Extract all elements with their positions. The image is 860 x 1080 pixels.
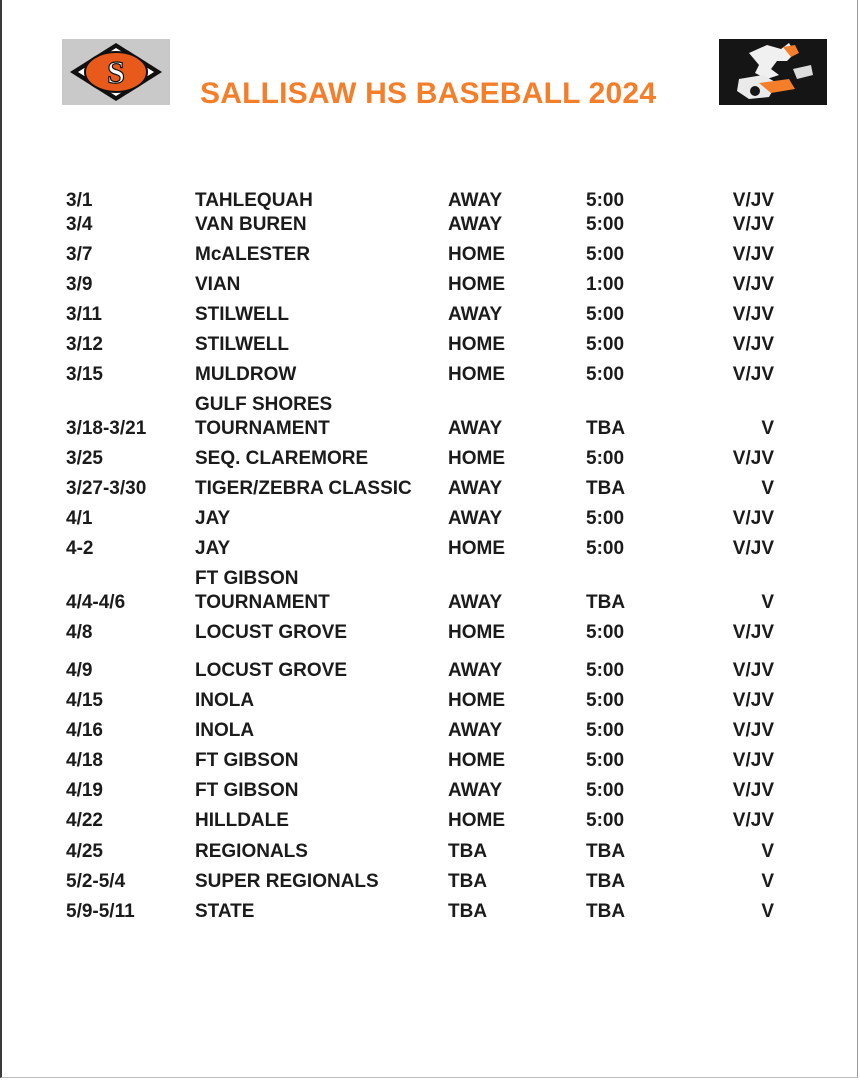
opponent: TOURNAMENT [195, 592, 330, 613]
team-level: V/JV [732, 660, 774, 681]
game-time: 5:00 [586, 690, 625, 711]
team-level: V [761, 901, 774, 922]
opponent: INOLA [195, 690, 255, 711]
table-row [0, 780, 860, 802]
opponent: McALESTER [195, 244, 311, 265]
game-time: 5:00 [586, 660, 625, 681]
game-time: 5:00 [586, 214, 625, 235]
opponent-line1: GULF SHORES [195, 394, 333, 415]
location: AWAY [448, 592, 503, 613]
opponent-line1: FT GIBSON [195, 568, 299, 589]
game-time: 5:00 [586, 622, 625, 643]
game-date: 4/18 [66, 750, 103, 771]
location: HOME [448, 274, 505, 295]
game-time: TBA [586, 592, 626, 613]
game-time: TBA [586, 418, 626, 439]
opponent: SEQ. CLAREMORE [195, 448, 369, 469]
table-row [0, 660, 860, 682]
table-row [0, 214, 860, 236]
team-level: V/JV [732, 334, 774, 355]
game-time: 5:00 [586, 244, 625, 265]
location: HOME [448, 810, 505, 831]
opponent: HILLDALE [195, 810, 289, 831]
table-row [0, 478, 860, 500]
opponent: LOCUST GROVE [195, 622, 348, 643]
table-row [0, 244, 860, 266]
game-date: 3/11 [66, 304, 102, 325]
location: HOME [448, 448, 505, 469]
game-date: 4/4-4/6 [66, 592, 126, 613]
game-date: 3/12 [66, 334, 103, 355]
game-time: TBA [586, 478, 626, 499]
table-row [0, 508, 860, 530]
team-level: V/JV [732, 508, 774, 529]
location: AWAY [448, 418, 503, 439]
game-date: 3/9 [66, 274, 93, 295]
table-row [0, 690, 860, 712]
game-date: 3/4 [66, 214, 93, 235]
game-date: 5/9-5/11 [66, 901, 135, 922]
location: AWAY [448, 720, 503, 741]
game-time: TBA [586, 841, 626, 862]
opponent: VAN BUREN [195, 214, 307, 235]
table-row [0, 750, 860, 772]
opponent: LOCUST GROVE [195, 660, 348, 681]
team-level: V [761, 841, 774, 862]
game-time: 5:00 [586, 364, 625, 385]
location: HOME [448, 364, 505, 385]
opponent: TIGER/ZEBRA CLASSIC [195, 478, 412, 499]
table-row [0, 304, 860, 326]
team-level: V/JV [732, 190, 774, 211]
game-date: 4/25 [66, 841, 103, 862]
table-row [0, 871, 860, 893]
game-time: TBA [586, 901, 626, 922]
table-row [0, 901, 860, 923]
team-level: V/JV [732, 274, 774, 295]
location: HOME [448, 244, 505, 265]
location: HOME [448, 690, 505, 711]
team-level: V [761, 871, 774, 892]
location: TBA [448, 841, 488, 862]
table-row [0, 720, 860, 742]
opponent: SUPER REGIONALS [195, 871, 379, 892]
opponent: FT GIBSON [195, 780, 299, 801]
table-row [0, 274, 860, 296]
game-date: 4-2 [66, 538, 94, 559]
opponent: FT GIBSON [195, 750, 299, 771]
team-level: V/JV [732, 750, 774, 771]
opponent: TAHLEQUAH [195, 190, 313, 211]
team-level: V/JV [732, 720, 774, 741]
team-level: V/JV [732, 304, 774, 325]
team-level: V/JV [732, 780, 774, 801]
table-row [0, 190, 860, 212]
game-date: 5/2-5/4 [66, 871, 126, 892]
game-date: 3/7 [66, 244, 93, 265]
opponent: TOURNAMENT [195, 418, 330, 439]
location: AWAY [448, 190, 503, 211]
svg-text:S: S [107, 54, 125, 90]
location: TBA [448, 901, 488, 922]
location: AWAY [448, 478, 503, 499]
team-level: V/JV [732, 448, 774, 469]
table-row [0, 592, 860, 614]
game-date: 3/25 [66, 448, 103, 469]
game-date: 4/16 [66, 720, 103, 741]
table-row [0, 334, 860, 356]
team-level: V/JV [732, 690, 774, 711]
team-level: V/JV [732, 214, 774, 235]
opponent: VIAN [195, 274, 241, 295]
team-level: V/JV [732, 622, 774, 643]
game-time: 5:00 [586, 334, 625, 355]
location: AWAY [448, 214, 503, 235]
opponent: JAY [195, 508, 231, 529]
game-date: 3/1 [66, 190, 93, 211]
table-row [0, 364, 860, 386]
game-date: 3/18-3/21 [66, 418, 147, 439]
team-level: V/JV [732, 810, 774, 831]
opponent: REGIONALS [195, 841, 308, 862]
game-time: 5:00 [586, 780, 625, 801]
team-level: V/JV [732, 364, 774, 385]
opponent: INOLA [195, 720, 255, 741]
opponent: STILWELL [195, 304, 289, 325]
game-date: 4/22 [66, 810, 103, 831]
location: AWAY [448, 508, 503, 529]
location: HOME [448, 622, 505, 643]
team-level: V/JV [732, 538, 774, 559]
table-row [0, 448, 860, 470]
table-row [0, 810, 860, 832]
location: AWAY [448, 780, 503, 801]
team-level: V [761, 478, 774, 499]
game-time: 5:00 [586, 720, 625, 741]
game-date: 3/15 [66, 364, 103, 385]
game-time: 5:00 [586, 810, 625, 831]
table-row [0, 538, 860, 560]
table-row [0, 418, 860, 440]
game-time: 5:00 [586, 304, 625, 325]
game-time: 5:00 [586, 508, 625, 529]
location: HOME [448, 538, 505, 559]
game-date: 4/8 [66, 622, 93, 643]
opponent: STILWELL [195, 334, 289, 355]
game-time: 5:00 [586, 750, 625, 771]
location: AWAY [448, 304, 503, 325]
game-date: 3/27-3/30 [66, 478, 147, 499]
game-date: 4/19 [66, 780, 103, 801]
game-date: 4/9 [66, 660, 93, 681]
game-time: 1:00 [586, 274, 625, 295]
opponent: JAY [195, 538, 231, 559]
team-level: V [761, 592, 774, 613]
game-date: 4/15 [66, 690, 103, 711]
game-time: TBA [586, 871, 626, 892]
location: AWAY [448, 660, 503, 681]
table-row [0, 622, 860, 644]
table-row [0, 841, 860, 863]
location: HOME [448, 750, 505, 771]
opponent: STATE [195, 901, 255, 922]
game-time: 5:00 [586, 190, 625, 211]
game-date: 4/1 [66, 508, 93, 529]
game-time: 5:00 [586, 538, 625, 559]
location: HOME [448, 334, 505, 355]
team-level: V/JV [732, 244, 774, 265]
team-level: V [761, 418, 774, 439]
page-title: SALLISAW HS BASEBALL 2024 [200, 77, 657, 110]
opponent: MULDROW [195, 364, 297, 385]
game-time: 5:00 [586, 448, 625, 469]
location: TBA [448, 871, 488, 892]
